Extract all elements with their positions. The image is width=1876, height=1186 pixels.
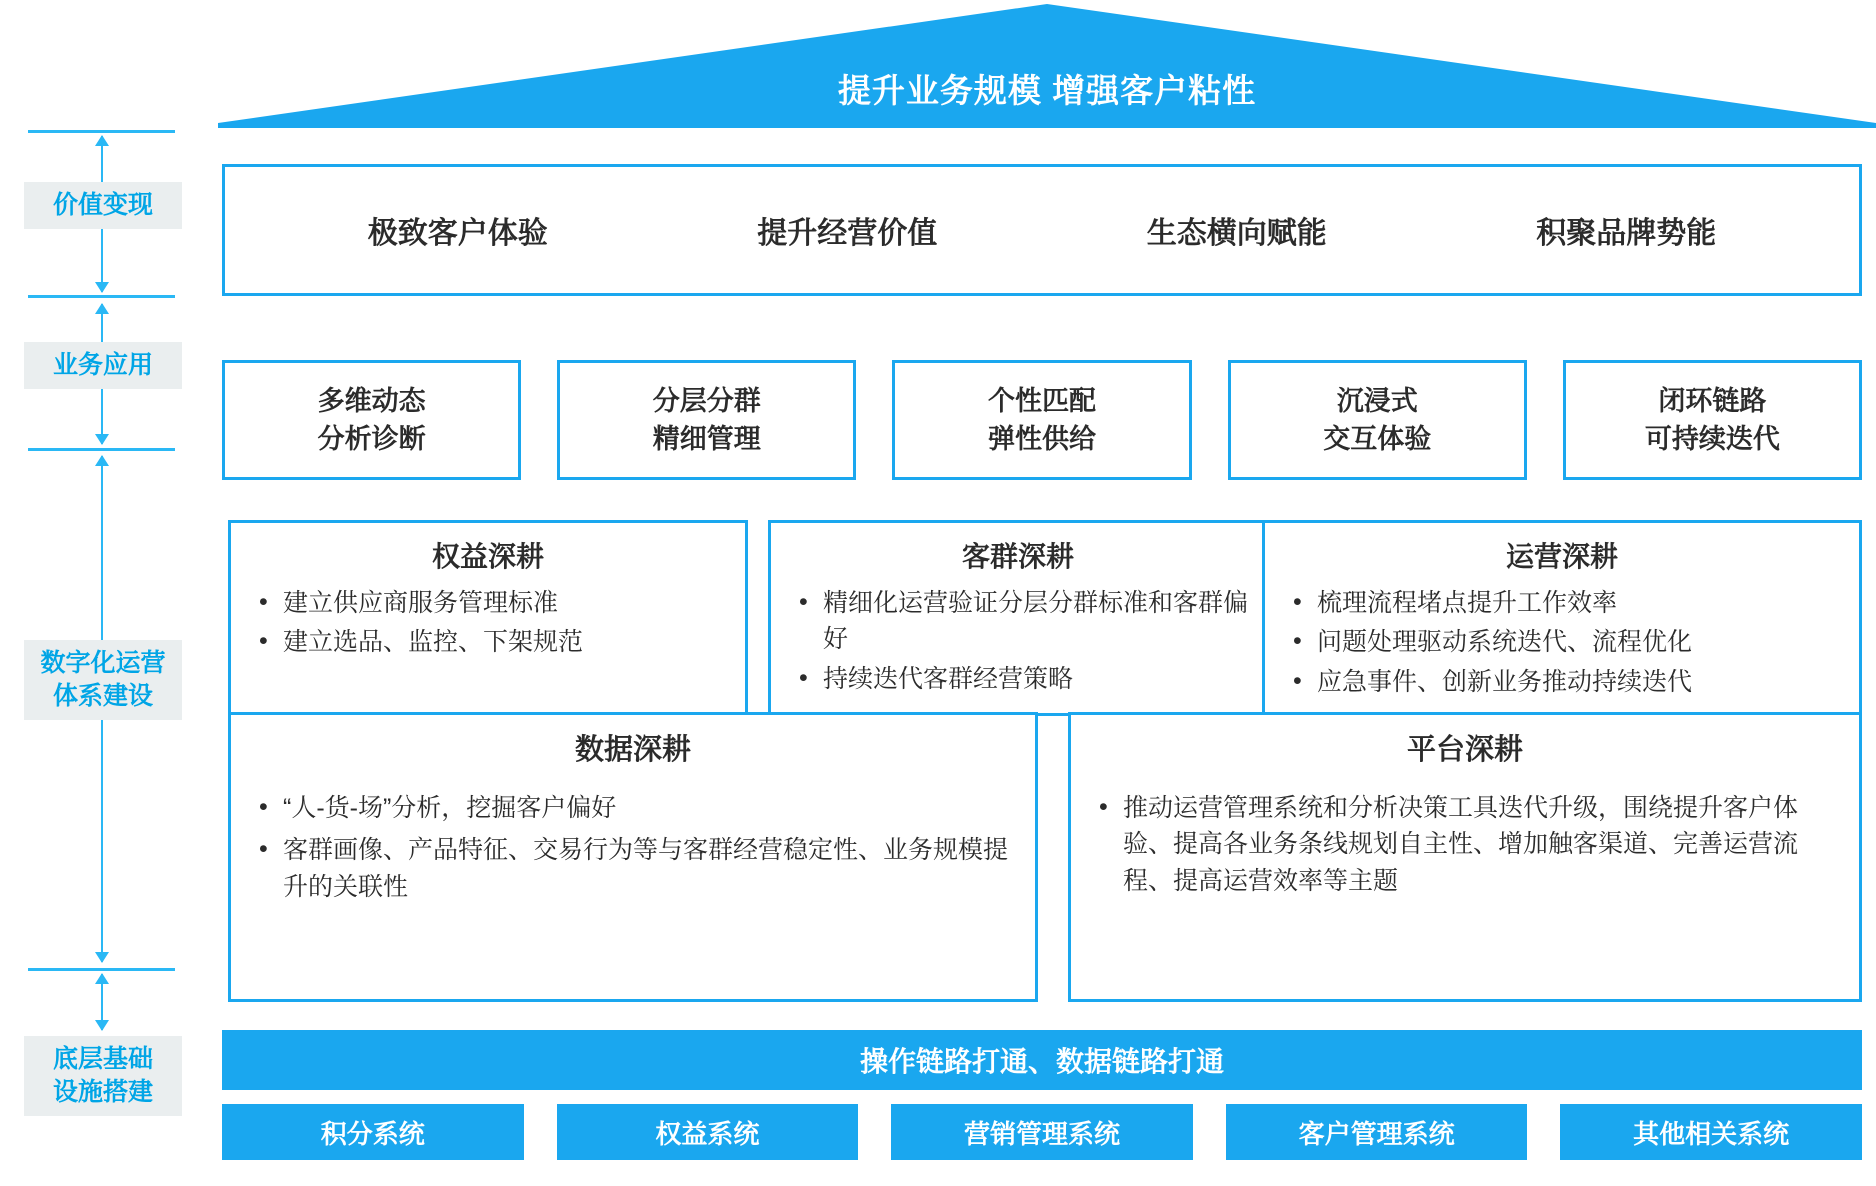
deep-card-operation-title: 运营深耕 [1505, 541, 1618, 572]
rail-label-infrastructure-line1: 底层基础 [52, 1045, 153, 1073]
infrastructure-band-label: 操作链路打通、数据链路打通 [859, 1046, 1224, 1077]
deep-card-platform-title: 平台深耕 [1406, 734, 1523, 766]
system-rights-label: 权益系统 [655, 1118, 760, 1149]
infrastructure-band [222, 1030, 1862, 1090]
value-item-2: 生态横向赋能 [1146, 217, 1327, 250]
rail-arrow-infrastructure [92, 974, 112, 1030]
system-customer-label: 客户管理系统 [1298, 1118, 1455, 1149]
system-customer[interactable] [1226, 1104, 1528, 1160]
deep-card-platform-bullets [1087, 790, 1843, 899]
value-realization-band [222, 164, 1862, 296]
rail-label-digital-operation-line2: 体系建设 [52, 682, 153, 710]
rail-label-application-text: 业务应用 [52, 351, 153, 379]
app-card-personal-matching[interactable] [892, 360, 1191, 480]
app-card-2-line2: 弹性供给 [988, 424, 1096, 454]
deep-card-platform[interactable] [1068, 712, 1862, 1002]
list-item: • 客群画像、产品特征、交易行为等与客群经营稳定性、业务规模提升的关联性 [247, 832, 1019, 905]
deep-card-data-bullets [247, 790, 1019, 905]
rail-label-infrastructure [24, 1036, 182, 1116]
business-application-row [222, 360, 1862, 480]
app-card-segmentation[interactable] [557, 360, 856, 480]
app-card-0-line1: 多维动态 [317, 385, 426, 416]
app-card-1-line1: 分层分群 [652, 385, 761, 416]
rail-segment-value [14, 130, 189, 298]
system-other-label: 其他相关系统 [1633, 1118, 1790, 1149]
rail-label-infrastructure-line2: 设施搭建 [52, 1078, 153, 1106]
rail-segment-application [14, 298, 189, 450]
deep-card-rights-bullets [247, 585, 729, 661]
value-item-1: 提升经营价值 [757, 217, 938, 250]
rail-label-value [24, 182, 182, 229]
list-item: • 持续迭代客群经营策略 [787, 661, 1249, 697]
list-item: • 梳理流程堵点提升工作效率 [1281, 585, 1843, 621]
system-points[interactable] [222, 1104, 524, 1160]
deep-card-customer-cluster-bullets [787, 585, 1249, 697]
value-item-3: 积聚品牌势能 [1536, 217, 1717, 250]
app-card-multidim-analysis[interactable] [222, 360, 521, 480]
app-card-2-line1: 个性匹配 [988, 385, 1096, 416]
deep-card-operation[interactable] [1262, 520, 1862, 716]
infrastructure-systems-row [222, 1104, 1862, 1160]
list-item: • 建立选品、监控、下架规范 [247, 624, 729, 660]
rail-label-application [24, 342, 182, 389]
app-card-4-line2: 可持续迭代 [1644, 424, 1780, 454]
rail-label-value-text: 价值变现 [52, 191, 153, 219]
deep-card-rights-title: 权益深耕 [431, 541, 544, 572]
app-card-3-line2: 交互体验 [1323, 424, 1432, 454]
deep-card-customer-cluster[interactable] [768, 520, 1268, 716]
list-item: • 应急事件、创新业务推动持续迭代 [1281, 664, 1843, 700]
app-card-1-line2: 精细管理 [652, 424, 761, 454]
rail-label-digital-operation [24, 640, 182, 720]
system-marketing[interactable] [891, 1104, 1193, 1160]
deep-card-operation-bullets [1281, 585, 1843, 700]
list-item: • 建立供应商服务管理标准 [247, 585, 729, 621]
system-points-label: 积分系统 [320, 1118, 425, 1149]
app-card-4-line1: 闭环链路 [1658, 385, 1767, 416]
roof-title: 提升业务规模 增强客户粘性 [837, 72, 1257, 109]
deep-card-data-title: 数据深耕 [574, 734, 691, 766]
app-card-3-line1: 沉浸式 [1336, 385, 1418, 416]
rail-label-digital-operation-line1: 数字化运营 [40, 649, 166, 677]
rail-segment-infrastructure [14, 970, 189, 1166]
list-item: • 问题处理驱动系统迭代、流程优化 [1281, 624, 1843, 660]
rail-segment-digital-operation [14, 450, 189, 970]
deep-card-data[interactable] [228, 712, 1038, 1002]
rail-divider-top [28, 130, 175, 133]
value-item-0: 极致客户体验 [367, 217, 548, 250]
app-card-closed-loop[interactable] [1563, 360, 1862, 480]
deep-card-rights[interactable] [228, 520, 748, 716]
stage-axis-rail [14, 130, 189, 1166]
roof-banner [218, 4, 1876, 128]
app-card-0-line2: 分析诊断 [317, 424, 426, 454]
system-other[interactable] [1560, 1104, 1862, 1160]
list-item: • 精细化运营验证分层分群标准和客群偏好 [787, 585, 1249, 658]
app-card-immersive-experience[interactable] [1228, 360, 1527, 480]
system-marketing-label: 营销管理系统 [963, 1118, 1120, 1149]
system-rights[interactable] [557, 1104, 859, 1160]
list-item: • 推动运营管理系统和分析决策工具迭代升级，围绕提升客户体验、提高各业务条线规划自主性、增加触客渠道、完善运营流程、提高运营效率等主题 [1087, 790, 1843, 899]
deep-card-customer-cluster-title: 客群深耕 [961, 541, 1074, 572]
list-item: • “人-货-场”分析，挖掘客户偏好 [247, 790, 1019, 826]
